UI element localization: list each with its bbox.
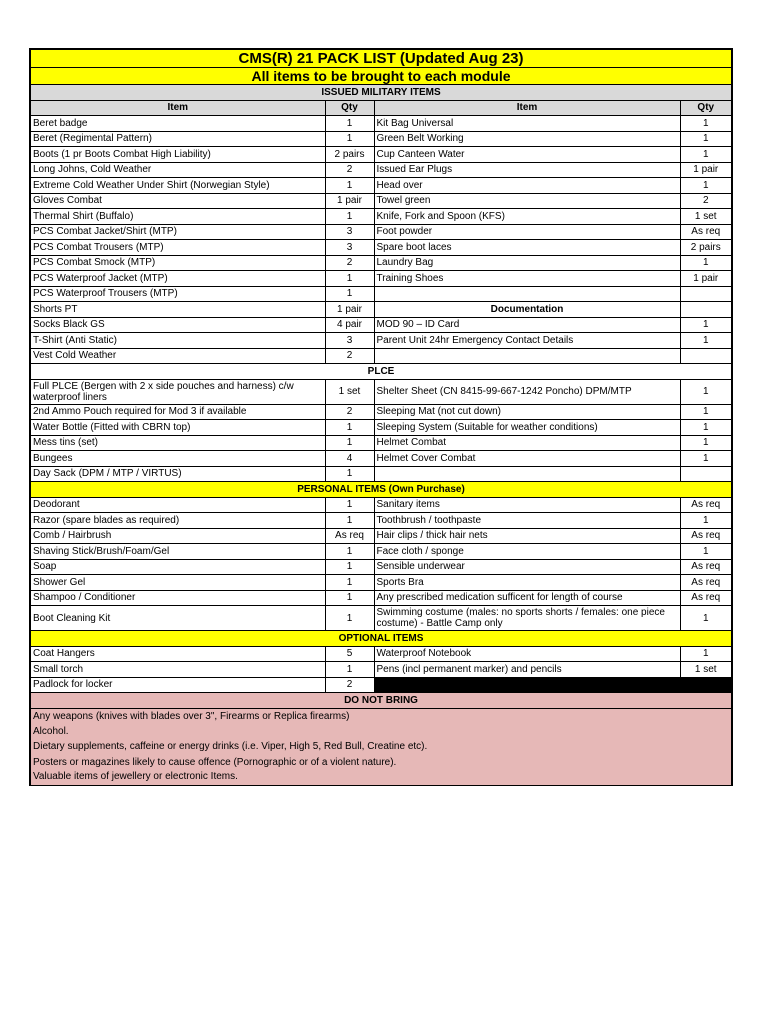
optional-item-right: Waterproof Notebook bbox=[374, 646, 680, 662]
issued-item-right: Laundry Bag bbox=[374, 255, 680, 271]
table-row bbox=[30, 302, 732, 318]
table-row bbox=[30, 240, 732, 256]
issued-item-right: Training Shoes bbox=[374, 271, 680, 287]
personal-qty-left: 1 bbox=[325, 590, 374, 606]
section-title-issued: ISSUED MILITARY ITEMS bbox=[30, 85, 732, 101]
issued-qty-right: 1 bbox=[680, 178, 732, 194]
plce-item-left: Bungees bbox=[30, 451, 325, 467]
blacked-out-cell bbox=[374, 677, 732, 693]
table-row bbox=[30, 466, 732, 482]
personal-qty-right: 1 bbox=[680, 606, 732, 631]
pack-list-table bbox=[29, 48, 733, 786]
optional-qty-right: 1 set bbox=[680, 662, 732, 678]
issued-item-left: PCS Waterproof Trousers (MTP) bbox=[30, 286, 325, 302]
do-not-bring-item: Alcohol. bbox=[30, 724, 732, 740]
list-item bbox=[30, 724, 732, 740]
section-header-row bbox=[30, 482, 732, 498]
section-header-issued bbox=[30, 85, 732, 101]
column-header-qty-left: Qty bbox=[325, 100, 374, 116]
issued-qty-left: 1 bbox=[325, 131, 374, 147]
table-row bbox=[30, 575, 732, 591]
plce-item-left: Mess tins (set) bbox=[30, 435, 325, 451]
issued-qty-left: 2 bbox=[325, 162, 374, 178]
issued-item-right bbox=[374, 348, 680, 364]
section-title-optional: OPTIONAL ITEMS bbox=[30, 631, 732, 647]
plce-item-right: Sleeping Mat (not cut down) bbox=[374, 404, 680, 420]
issued-item-left: PCS Waterproof Jacket (MTP) bbox=[30, 271, 325, 287]
plce-qty-right: 1 bbox=[680, 451, 732, 467]
section-header-row bbox=[30, 693, 732, 709]
table-row bbox=[30, 420, 732, 436]
table-row bbox=[30, 333, 732, 349]
issued-qty-right: 1 bbox=[680, 147, 732, 163]
issued-item-left: Vest Cold Weather bbox=[30, 348, 325, 364]
blank-cell bbox=[680, 302, 732, 318]
optional-qty-left: 5 bbox=[325, 646, 374, 662]
table-row bbox=[30, 528, 732, 544]
table-row bbox=[30, 178, 732, 194]
table-row bbox=[30, 271, 732, 287]
issued-item-right: Cup Canteen Water bbox=[374, 147, 680, 163]
issued-qty-left: 1 bbox=[325, 178, 374, 194]
issued-item-left: Boots (1 pr Boots Combat High Liability) bbox=[30, 147, 325, 163]
personal-item-left: Deodorant bbox=[30, 497, 325, 513]
table-row bbox=[30, 404, 732, 420]
list-item bbox=[30, 755, 732, 771]
issued-item-left: Extreme Cold Weather Under Shirt (Norwegian Style) bbox=[30, 178, 325, 194]
table-row bbox=[30, 286, 732, 302]
do-not-bring-item: Dietary supplements, caffeine or energy drinks (i.e. Viper, High 5, Red Bull, Creatine etc). bbox=[30, 739, 732, 755]
list-item bbox=[30, 708, 732, 724]
issued-qty-right: 1 bbox=[680, 131, 732, 147]
table-row bbox=[30, 379, 732, 404]
personal-item-right: Hair clips / thick hair nets bbox=[374, 528, 680, 544]
title-row bbox=[30, 49, 732, 68]
issued-qty-right: As req bbox=[680, 224, 732, 240]
section-header-row bbox=[30, 364, 732, 380]
personal-qty-right: As req bbox=[680, 497, 732, 513]
plce-qty-left: 1 bbox=[325, 435, 374, 451]
issued-qty-left: 3 bbox=[325, 240, 374, 256]
table-row bbox=[30, 193, 732, 209]
plce-item-left: Water Bottle (Fitted with CBRN top) bbox=[30, 420, 325, 436]
plce-qty-right: 1 bbox=[680, 435, 732, 451]
table-row bbox=[30, 317, 732, 333]
table-row bbox=[30, 435, 732, 451]
personal-qty-left: 1 bbox=[325, 606, 374, 631]
column-header-qty-right: Qty bbox=[680, 100, 732, 116]
personal-qty-right: As req bbox=[680, 575, 732, 591]
plce-qty-left: 1 bbox=[325, 466, 374, 482]
section-title-documentation: Documentation bbox=[374, 302, 680, 318]
issued-qty-right: 1 set bbox=[680, 209, 732, 225]
issued-item-right: Head over bbox=[374, 178, 680, 194]
table-row bbox=[30, 224, 732, 240]
personal-item-right: Face cloth / sponge bbox=[374, 544, 680, 560]
personal-qty-right: 1 bbox=[680, 544, 732, 560]
personal-item-left: Boot Cleaning Kit bbox=[30, 606, 325, 631]
table-row bbox=[30, 209, 732, 225]
issued-item-left: Beret badge bbox=[30, 116, 325, 132]
issued-qty-left: 1 bbox=[325, 286, 374, 302]
optional-item-left: Padlock for locker bbox=[30, 677, 325, 693]
issued-qty-left: 1 bbox=[325, 271, 374, 287]
plce-item-right: Sleeping System (Suitable for weather conditions) bbox=[374, 420, 680, 436]
plce-qty-right bbox=[680, 466, 732, 482]
issued-item-left: Thermal Shirt (Buffalo) bbox=[30, 209, 325, 225]
personal-item-left: Shampoo / Conditioner bbox=[30, 590, 325, 606]
plce-qty-left: 2 bbox=[325, 404, 374, 420]
plce-item-right: Helmet Cover Combat bbox=[374, 451, 680, 467]
issued-qty-left: 1 bbox=[325, 116, 374, 132]
do-not-bring-item: Any weapons (knives with blades over 3", Firearms or Replica firearms) bbox=[30, 708, 732, 724]
issued-item-left: Shorts PT bbox=[30, 302, 325, 318]
issued-qty-right: 1 bbox=[680, 116, 732, 132]
optional-item-right: Pens (incl permanent marker) and pencils bbox=[374, 662, 680, 678]
issued-qty-right bbox=[680, 286, 732, 302]
issued-qty-right: 2 pairs bbox=[680, 240, 732, 256]
issued-item-left: Socks Black GS bbox=[30, 317, 325, 333]
issued-item-right: Green Belt Working bbox=[374, 131, 680, 147]
optional-item-left: Coat Hangers bbox=[30, 646, 325, 662]
issued-qty-left: 4 pair bbox=[325, 317, 374, 333]
plce-qty-left: 1 set bbox=[325, 379, 374, 404]
table-row bbox=[30, 162, 732, 178]
table-row bbox=[30, 646, 732, 662]
plce-qty-left: 1 bbox=[325, 420, 374, 436]
issued-item-left: T-Shirt (Anti Static) bbox=[30, 333, 325, 349]
issued-item-left: PCS Combat Trousers (MTP) bbox=[30, 240, 325, 256]
issued-item-left: Gloves Combat bbox=[30, 193, 325, 209]
table-row bbox=[30, 131, 732, 147]
issued-qty-left: 2 pairs bbox=[325, 147, 374, 163]
optional-qty-right: 1 bbox=[680, 646, 732, 662]
plce-item-right: Shelter Sheet (CN 8415-99-667-1242 Poncho) DPM/MTP bbox=[374, 379, 680, 404]
issued-qty-left: 3 bbox=[325, 224, 374, 240]
plce-qty-right: 1 bbox=[680, 420, 732, 436]
issued-item-left: PCS Combat Jacket/Shirt (MTP) bbox=[30, 224, 325, 240]
personal-item-left: Soap bbox=[30, 559, 325, 575]
issued-qty-right bbox=[680, 348, 732, 364]
personal-qty-left: As req bbox=[325, 528, 374, 544]
section-title-do-not-bring: DO NOT BRING bbox=[30, 693, 732, 709]
personal-item-right: Swimming costume (males: no sports shorts / females: one piece costume) - Battle Camp only bbox=[374, 606, 680, 631]
personal-item-right: Sanitary items bbox=[374, 497, 680, 513]
personal-qty-left: 1 bbox=[325, 559, 374, 575]
issued-item-right: Spare boot laces bbox=[374, 240, 680, 256]
issued-item-right: Foot powder bbox=[374, 224, 680, 240]
issued-qty-left: 1 pair bbox=[325, 302, 374, 318]
issued-qty-left: 2 bbox=[325, 348, 374, 364]
column-header-item-right: Item bbox=[374, 100, 680, 116]
table-row bbox=[30, 677, 732, 693]
section-title-personal: PERSONAL ITEMS (Own Purchase) bbox=[30, 482, 732, 498]
personal-qty-right: 1 bbox=[680, 513, 732, 529]
issued-item-left: PCS Combat Smock (MTP) bbox=[30, 255, 325, 271]
issued-item-right: Kit Bag Universal bbox=[374, 116, 680, 132]
personal-item-left: Shower Gel bbox=[30, 575, 325, 591]
table-row bbox=[30, 497, 732, 513]
plce-item-right bbox=[374, 466, 680, 482]
column-header-item-left: Item bbox=[30, 100, 325, 116]
table-row bbox=[30, 116, 732, 132]
issued-item-right: Towel green bbox=[374, 193, 680, 209]
section-header-row bbox=[30, 631, 732, 647]
issued-qty-left: 1 bbox=[325, 209, 374, 225]
table-row bbox=[30, 590, 732, 606]
personal-qty-right: As req bbox=[680, 528, 732, 544]
table-row bbox=[30, 348, 732, 364]
issued-qty-right: 1 pair bbox=[680, 271, 732, 287]
issued-qty-right: 2 bbox=[680, 193, 732, 209]
issued-qty-right: 1 bbox=[680, 333, 732, 349]
personal-qty-right: As req bbox=[680, 559, 732, 575]
subtitle-row bbox=[30, 68, 732, 85]
page-title: CMS(R) 21 PACK LIST (Updated Aug 23) bbox=[30, 49, 732, 68]
optional-qty-left: 2 bbox=[325, 677, 374, 693]
table-row bbox=[30, 147, 732, 163]
table-row bbox=[30, 662, 732, 678]
issued-item-left: Beret (Regimental Pattern) bbox=[30, 131, 325, 147]
plce-item-right: Helmet Combat bbox=[374, 435, 680, 451]
personal-qty-left: 1 bbox=[325, 513, 374, 529]
plce-item-left: 2nd Ammo Pouch required for Mod 3 if available bbox=[30, 404, 325, 420]
issued-qty-right: 1 bbox=[680, 317, 732, 333]
plce-item-left: Full PLCE (Bergen with 2 x side pouches and harness) c/w waterproof liners bbox=[30, 379, 325, 404]
personal-item-left: Comb / Hairbrush bbox=[30, 528, 325, 544]
personal-qty-left: 1 bbox=[325, 575, 374, 591]
page-subtitle: All items to be brought to each module bbox=[30, 68, 732, 85]
issued-qty-left: 2 bbox=[325, 255, 374, 271]
personal-qty-left: 1 bbox=[325, 544, 374, 560]
issued-qty-right: 1 bbox=[680, 255, 732, 271]
personal-qty-right: As req bbox=[680, 590, 732, 606]
do-not-bring-item: Valuable items of jewellery or electronic Items. bbox=[30, 770, 732, 786]
issued-item-right bbox=[374, 286, 680, 302]
table-row bbox=[30, 255, 732, 271]
table-row bbox=[30, 451, 732, 467]
plce-qty-right: 1 bbox=[680, 379, 732, 404]
personal-item-right: Sensible underwear bbox=[374, 559, 680, 575]
do-not-bring-item: Posters or magazines likely to cause offence (Pornographic or of a violent nature). bbox=[30, 755, 732, 771]
issued-qty-left: 3 bbox=[325, 333, 374, 349]
optional-item-left: Small torch bbox=[30, 662, 325, 678]
plce-item-left: Day Sack (DPM / MTP / VIRTUS) bbox=[30, 466, 325, 482]
personal-item-right: Sports Bra bbox=[374, 575, 680, 591]
optional-qty-left: 1 bbox=[325, 662, 374, 678]
table-row bbox=[30, 606, 732, 631]
list-item bbox=[30, 739, 732, 755]
personal-item-right: Toothbrush / toothpaste bbox=[374, 513, 680, 529]
plce-qty-right: 1 bbox=[680, 404, 732, 420]
list-item bbox=[30, 770, 732, 786]
issued-item-right: Issued Ear Plugs bbox=[374, 162, 680, 178]
issued-item-right: MOD 90 – ID Card bbox=[374, 317, 680, 333]
section-title-plce: PLCE bbox=[30, 364, 732, 380]
issued-qty-left: 1 pair bbox=[325, 193, 374, 209]
column-header-row bbox=[30, 100, 732, 116]
issued-item-right: Parent Unit 24hr Emergency Contact Details bbox=[374, 333, 680, 349]
issued-item-left: Long Johns, Cold Weather bbox=[30, 162, 325, 178]
issued-qty-right: 1 pair bbox=[680, 162, 732, 178]
personal-item-left: Razor (spare blades as required) bbox=[30, 513, 325, 529]
personal-item-right: Any prescribed medication sufficent for length of course bbox=[374, 590, 680, 606]
issued-item-right: Knife, Fork and Spoon (KFS) bbox=[374, 209, 680, 225]
personal-item-left: Shaving Stick/Brush/Foam/Gel bbox=[30, 544, 325, 560]
plce-qty-left: 4 bbox=[325, 451, 374, 467]
table-row bbox=[30, 544, 732, 560]
personal-qty-left: 1 bbox=[325, 497, 374, 513]
table-row bbox=[30, 513, 732, 529]
table-row bbox=[30, 559, 732, 575]
